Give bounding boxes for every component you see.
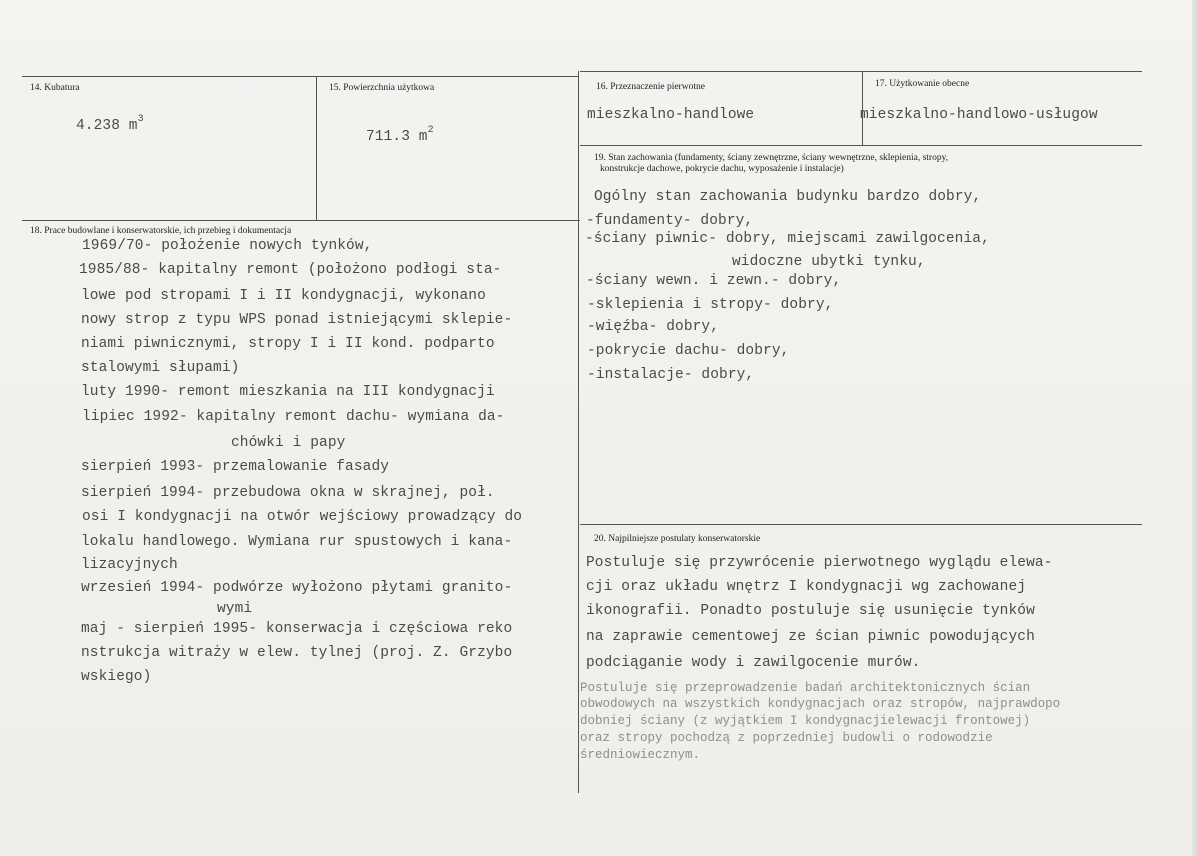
powierzchnia-exponent: 2	[427, 125, 434, 136]
stan-line: -więźba- dobry,	[587, 319, 720, 335]
prace-line: lowe pod stropami I i II kondygnacji, wykonano	[81, 288, 486, 304]
powierzchnia-number: 711.3 m	[366, 128, 428, 145]
prace-line: lipiec 1992- kapitalny remont dachu- wymiana da-	[82, 409, 505, 425]
divider-main	[578, 71, 579, 793]
prace-line: 1969/70- położenie nowych tynków,	[82, 238, 373, 254]
note-line: oraz stropy pochodzą z poprzedniej budowli o rodowodzie	[580, 731, 993, 745]
stan-line: widoczne ubytki tynku,	[732, 254, 926, 270]
postulaty-line: podciąganie wody i zawilgocenie murów.	[586, 655, 921, 671]
label-przeznaczenie: 16. Przeznaczenie pierwotne	[596, 82, 705, 92]
rule-above-20	[580, 524, 1142, 525]
postulaty-line: Postuluje się przywrócenie pierwotnego wyglądu elewa-	[586, 555, 1053, 571]
label-stan-zachowania-1: 19. Stan zachowania (fundamenty, ściany zewnętrzne, ściany wewnętrzne, sklepienia, stropy,	[594, 153, 949, 163]
rule-under-16-17	[580, 145, 1142, 146]
prace-line: 1985/88- kapitalny remont (położono podłogi sta-	[79, 262, 502, 278]
value-przeznaczenie: mieszkalno-handlowe	[587, 107, 755, 123]
label-powierzchnia: 15. Powierzchnia użytkowa	[329, 83, 435, 93]
label-kubatura: 14. Kubatura	[30, 83, 80, 93]
prace-line: nstrukcja witraży w elew. tylnej (proj. Z. Grzybo	[81, 645, 513, 661]
prace-line: osi I kondygnacji na otwór wejściowy prowadzący do	[82, 509, 523, 525]
stan-line: -sklepienia i stropy- dobry,	[587, 297, 834, 313]
top-rule-left	[22, 76, 578, 77]
note-line: dobniej ściany (z wyjątkiem I kondygnacjielewacji frontowej)	[580, 714, 1031, 728]
prace-line: chówki i papy	[231, 435, 346, 451]
stan-line: Ogólny stan zachowania budynku bardzo dobry,	[594, 189, 982, 205]
note-line: średniowiecznym.	[580, 748, 701, 762]
prace-line: sierpień 1994- przebudowa okna w skrajnej, poł.	[81, 485, 495, 501]
prace-line: sierpień 1993- przemalowanie fasady	[81, 459, 390, 475]
label-prace-budowlane: 18. Prace budowlane i konserwatorskie, ich przebieg i dokumentacja	[30, 226, 292, 236]
prace-line: wymi	[217, 601, 253, 617]
prace-line: stalowymi słupami)	[81, 360, 240, 376]
value-kubatura	[76, 116, 144, 134]
prace-line: wskiego)	[81, 669, 152, 685]
value-uzytkowanie: mieszkalno-handlowo-usługow	[860, 107, 1098, 123]
value-powierzchnia	[366, 127, 434, 145]
prace-line: wrzesień 1994- podwórze wyłożono płytami granito-	[81, 580, 513, 596]
divider-14-15	[316, 76, 317, 220]
prace-line: lokalu handlowego. Wymiana rur spustowych i kana-	[81, 534, 513, 550]
prace-line: niami piwnicznymi, stropy I i II kond. podparto	[81, 336, 495, 352]
note-line: Postuluje się przeprowadzenie badań architektonicznych ścian	[580, 681, 1031, 695]
card-edge	[1192, 0, 1198, 856]
label-uzytkowanie: 17. Użytkowanie obecne	[875, 79, 970, 89]
prace-line: nowy strop z typu WPS ponad istniejącymi sklepie-	[81, 312, 513, 328]
kubatura-number: 4.238 m	[76, 117, 138, 134]
stan-line: -instalacje- dobry,	[587, 367, 755, 383]
prace-line: lizacyjnych	[81, 557, 178, 573]
kubatura-exponent: 3	[137, 114, 144, 125]
top-rule-right	[580, 71, 1142, 72]
postulaty-line: ikonografii. Ponadto postuluje się usunięcie tynków	[586, 603, 1035, 619]
stan-line: -ściany wewn. i zewn.- dobry,	[586, 273, 842, 289]
rule-above-18	[22, 220, 580, 221]
postulaty-line: cji oraz układu wnętrz I kondygnacji wg zachowanej	[586, 579, 1027, 595]
stan-line: -pokrycie dachu- dobry,	[587, 343, 790, 359]
prace-line: maj - sierpień 1995- konserwacja i częściowa reko	[81, 621, 513, 637]
stan-line: -fundamenty- dobry,	[586, 213, 754, 229]
stan-line: -ściany piwnic- dobry, miejscami zawilgocenia,	[585, 231, 990, 247]
postulaty-line: na zaprawie cementowej ze ścian piwnic powodujących	[586, 629, 1035, 645]
label-postulaty: 20. Najpilniejsze postulaty konserwatorskie	[594, 534, 761, 544]
note-line: obwodowych na wszystkich kondygnacjach oraz stropów, najprawdopo	[580, 697, 1061, 711]
prace-line: luty 1990- remont mieszkania na III kondygnacji	[81, 384, 495, 400]
label-stan-zachowania-2: konstrukcje dachowe, pokrycie dachu, wyposażenie i instalacje)	[600, 164, 844, 174]
